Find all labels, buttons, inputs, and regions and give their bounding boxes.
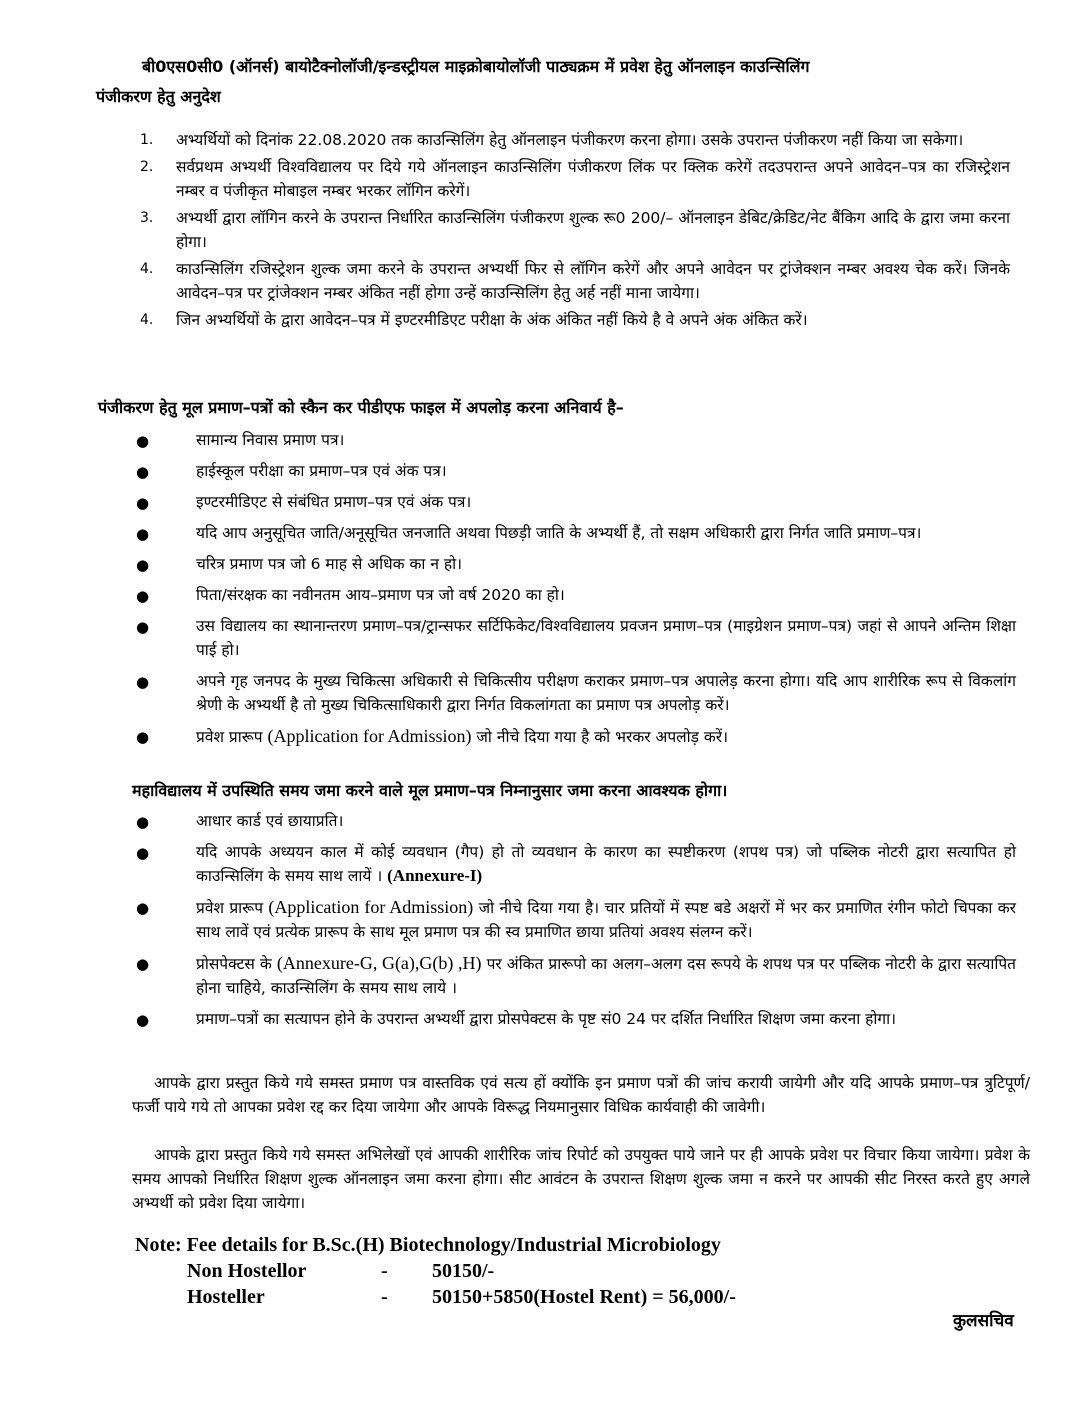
fee-label: Hosteller (187, 1286, 265, 1308)
instruction-item (140, 206, 1010, 254)
instruction-item (140, 257, 1010, 305)
item-text: काउन्सिलिंग रजिस्ट्रेशन शुल्क जमा करने के उपरान्त अभ्यर्थी फिर से लॉगिन करेगें और अपने आवेदन पर ट्रांजेक्शन नम्बर अवश्य चेक करें। जिनके आवेदन–पत्र पर ट्रांजेक्शन नम्बर अंकित नहीं होगा उन्हें काउन्सिलिंग हेतु अर्ह नहीं माना जायेगा। (176, 260, 1010, 302)
bullet-icon: ● (136, 728, 150, 746)
instruction-item (140, 308, 1010, 332)
title-line-1: बी0एस0सी0 (ऑनर्स) बायोटैक्नोलॉजी/इन्डस्ट्रीयल माइक्रोबायोलॉजी पाठ्यक्रम में प्रवेश हेतु ऑनलाइन काउन्सिलिंग (142, 57, 810, 76)
bullet-icon: ● (136, 556, 150, 574)
bullet-icon: ● (136, 432, 150, 450)
item-text: जिन अभ्यर्थियों के द्वारा आवेदन–पत्र में इण्टरमीडिएट परीक्षा के अंक अंकित नहीं किये है वे अपने अंक अंकित करें। (176, 311, 808, 329)
registrar-signature: कुलसचिव (953, 1311, 1014, 1331)
bullet-icon: ● (136, 1011, 150, 1029)
item-number: 4. (140, 261, 154, 277)
list-item: ● पिता/संरक्षक का नवीनतम आय–प्रमाण पत्र जो वर्ष 2020 का हो। (136, 583, 1016, 607)
list-item: ● प्रवेश प्रारूप (Application for Admission) जो नीचे दिया गया है को भरकर अपलोड़ करें। (136, 724, 1016, 749)
bullet-icon: ● (136, 813, 150, 831)
item-number: 1. (140, 132, 154, 148)
verification-paragraph: आपके द्वारा प्रस्तुत किये गये समस्त प्रमाण पत्र वास्तविक एवं सत्य हों क्योंकि इन प्रमाण पत्रों की जांच करायी जायेगी और यदि आपके प्रमाण–पत्र त्रुटिपूर्ण/फर्जी पाये गये तो आपका प्रवेश रद्द कर दिया जायेगा और आपके विरूद्ध नियमानुसार विधिक कार्यवाही की जावेगी। (132, 1074, 1030, 1116)
list-item: ● सामान्य निवास प्रमाण पत्र। (136, 428, 1016, 452)
list-item: ● अपने गृह जनपद के मुख्य चिकित्सा अधिकारी से चिकित्सीय परीक्षण कराकर प्रमाण–पत्र अपालेड़ करना होगा। यदि आप शारीरिक रूप से विकलांग श्रेणी के अभ्यर्थी है तो मुख्य चिकित्साधिकारी द्वारा निर्गत विकलांगता का प्रमाण पत्र अपलोड़ करें। (136, 672, 1016, 714)
bullet-icon: ● (136, 463, 150, 481)
list-item: ● यदि आप अनुसूचित जाति/अनूसूचित जनजाति अथवा पिछड़ी जाति के अभ्यर्थी हैं, तो सक्षम अधिकारी द्वारा निर्गत जाति प्रमाण–पत्र। (136, 521, 1016, 545)
item-text: अभ्यर्थी द्वारा लॉगिन करने के उपरान्त निर्धारित काउन्सिलिंग पंजीकरण शुल्क रू0 200/– ऑनलाइन डेबिट/क्रेडिट/नेट बैंकिग आदि के द्वारा जमा करना होगा। (176, 209, 1010, 251)
item-number: 3. (140, 210, 154, 226)
fee-note-heading: Note: Fee details for B.Sc.(H) Biotechnology/Industrial Microbiology (135, 1234, 721, 1256)
section-1-heading: पंजीकरण हेतु मूल प्रमाण–पत्रों को स्कैन कर पीडीएफ फाइल में अपलोड़ करना अनिवार्य है– (98, 398, 624, 417)
bullet-icon: ● (136, 525, 150, 543)
bullet-icon: ● (136, 955, 150, 973)
list-item: ● हाईस्कूल परीक्षा का प्रमाण–पत्र एवं अंक पत्र। (136, 459, 1016, 483)
item-number: 4. (140, 312, 154, 328)
admission-paragraph: आपके द्वारा प्रस्तुत किये गये समस्त अभिलेखों एवं आपकी शारीरिक जांच रिपोर्ट को उपयुक्त पाये जाने पर ही आपके प्रवेश पर विचार किया जायेगा। प्रवेश के समय आपको निर्धारित शिक्षण शुल्क ऑनलाइन जमा करना होगा। सीट आवंटन के उपरान्त शिक्षण शुल्क जमा न करने पर आपकी सीट निरस्त करते हुए अगले अभ्यर्थी को प्रवेश दिया जायेगा। (132, 1146, 1030, 1212)
bullet-icon: ● (136, 618, 150, 636)
instruction-list (140, 128, 1010, 332)
item-number: 2. (140, 159, 154, 175)
list-item: ● प्रवेश प्रारूप (Application for Admission) जो नीचे दिया गया है। चार प्रतियों में स्पष्ट बडे अक्षरों में भर कर प्रमाणित रंगीन फोटो चिपका कर साथ लावें एवं प्रत्येक प्रारूप के साथ मूल प्रमाण पत्र की स्व प्रमाणित छाया प्रतियां अवश्य संलग्न करें। (136, 897, 1017, 941)
original-documents-list (136, 809, 1016, 1031)
bullet-icon: ● (136, 844, 150, 862)
title-line-2: पंजीकरण हेतु अनुदेश (96, 87, 221, 106)
instruction-item (140, 155, 1010, 203)
item-text: सर्वप्रथम अभ्यर्थी विश्वविद्यालय पर दिये गये ऑनलाइन काउन्सिलिंग पंजीकरण लिंक पर क्लिक करेगें तदउपरान्त अपने आवेदन–पत्र का रजिस्ट्रेशन नम्बर व पंजीकृत मोबाइल नम्बर भरकर लॉगिन करेगें। (176, 158, 1010, 200)
fee-separator: - (381, 1260, 388, 1282)
upload-documents-list (136, 428, 1016, 749)
fee-value: 50150+5850(Hostel Rent) = 56,000/- (432, 1286, 736, 1308)
list-item: ● आधार कार्ड एवं छायाप्रति। (136, 809, 1016, 833)
section-2-heading: महाविद्यालय में उपस्थिति समय जमा करने वाले मूल प्रमाण–पत्र निम्नानुसार जमा करना आवश्यक होगा। (132, 781, 728, 800)
list-item: ● इण्टरमीडिएट से संबंधित प्रमाण–पत्र एवं अंक पत्र। (136, 490, 1016, 514)
item-text: अभ्यर्थियों को दिनांक 22.08.2020 तक काउन्सिलिंग हेतु ऑनलाइन पंजीकरण करना होगा। उसके उपरान्त पंजीकरण नहीं किया जा सकेगा। (176, 131, 964, 149)
list-item: ● उस विद्यालय का स्थानान्तरण प्रमाण–पत्र/ट्रान्सफर सर्टिफिकेट/विश्वविद्यालय प्रवजन प्रमाण–पत्र (माइग्रेशन प्रमाण–पत्र) जहां से आपने अन्तिम शिक्षा पाई हो। (136, 617, 1016, 659)
bullet-icon: ● (136, 494, 150, 512)
bullet-icon: ● (136, 587, 150, 605)
list-item: ● चरित्र प्रमाण पत्र जो 6 माह से अधिक का न हो। (136, 552, 1016, 576)
fee-label: Non Hostellor (187, 1260, 307, 1282)
document-title (96, 52, 1001, 112)
bullet-icon: ● (136, 899, 150, 917)
instruction-item (140, 128, 1010, 152)
bullet-icon: ● (136, 673, 150, 691)
list-item: ● यदि आपके अध्ययन काल में कोई व्यवधान (गैप) हो तो व्यवधान के कारण का स्पष्टीकरण (शपथ पत्र) जो पब्लिक नोटरी द्वारा सत्यापित हो काउन्सिलिंग के समय साथ लायें । (Annexure-I) (136, 843, 1016, 885)
fee-separator: - (381, 1286, 388, 1308)
list-item: ● प्रमाण–पत्रों का सत्यापन होने के उपरान्त अभ्यर्थी द्वारा प्रोसपेक्टस के पृष्ट सं0 24 पर दर्शित निर्धारित शिक्षण जमा करना होगा। (136, 1007, 1016, 1031)
list-item: ● प्रोसपेक्टस के (Annexure-G, G(a),G(b) ,H) पर अंकित प्रारूपो का अलग–अलग दस रूपये के शपथ पत्र पर पब्लिक नोटरी के द्वारा सत्यापित होना चाहिये, काउन्सिलिंग के समय साथ लाये । (136, 953, 1016, 997)
fee-value: 50150/- (432, 1260, 495, 1282)
